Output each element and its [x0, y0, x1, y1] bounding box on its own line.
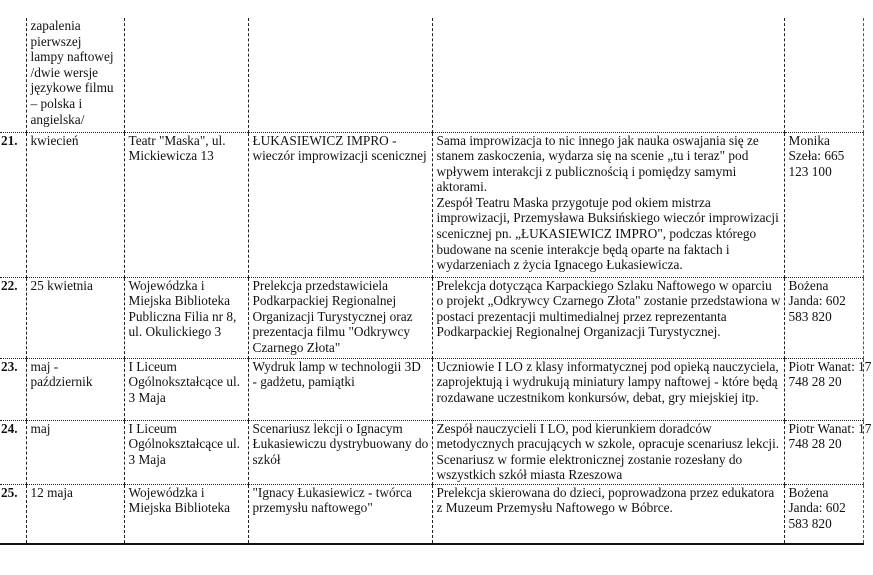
description-paragraph: Zespół Teatru Maska przygotuje pod okiem mistrza improwizacji, Przemysława Buksińskiego wieczór improwizacji scenicznej pn. „ŁUKASIEWICZ IMPRO", podczas którego budowane na scenie interakcje będą oparte na faktach i wydarzeniach z życia Ignacego Łukasiewicza. [436, 194, 779, 273]
date-line: językowe filmu [30, 80, 114, 96]
description-paragraph: Sama improwizacja to nic innego jak nauka oswajania się ze stanem zaskoczenia, wydarza się na scenie „tu i teraz" pod wpływem interakcji z publicznością i pomiędzy samymi aktorami. [436, 132, 759, 195]
title-cell: ŁUKASIEWICZ IMPRO - wieczór improwizacji scenicznej [248, 132, 432, 277]
date-line: angielska/ [30, 111, 85, 127]
place-cell: Teatr "Maska", ul. Mickiewicza 13 [124, 132, 248, 277]
contact-cell [784, 420, 872, 484]
contact-cell [784, 484, 863, 544]
row-number-cell [0, 18, 26, 132]
place-cell: Wojewódzka i Miejska Biblioteka Publiczna Filia nr 8, ul. Okulickiego 3 [124, 277, 248, 358]
row-number-cell: 22. [0, 277, 26, 358]
date-cell: maj [26, 420, 124, 484]
contact-cell [784, 132, 863, 277]
contact-cell [784, 277, 863, 358]
table-row-continued [0, 18, 863, 132]
title-cell: Wydruk lamp w technologii 3D - gadżetu, pamiątki [248, 358, 432, 420]
contact-cell [784, 18, 863, 132]
date-line: lampy naftowej [30, 49, 114, 65]
description-cell: Prelekcja skierowana do dzieci, poprowadzona przez edukatora z Muzeum Przemysłu Naftowego w Bóbrce. [432, 484, 784, 544]
title-cell: Prelekcja przedstawiciela Podkarpackiej Regionalnej Organizacji Turystycznej oraz prezentacja filmu "Odkrywcy Czarnego Złota" [248, 277, 432, 358]
place-cell: I Liceum Ogólnokształcące ul. 3 Maja [124, 420, 248, 484]
title-cell: "Ignacy Łukasiewicz - twórca przemysłu naftowego" [248, 484, 432, 544]
date-line: /dwie wersje [30, 64, 99, 80]
date-cell: maj - październik [26, 358, 124, 420]
date-line: – polska i [30, 95, 83, 111]
date-cell: 25 kwietnia [26, 277, 124, 358]
description-cell: Prelekcja dotycząca Karpackiego Szlaku Naftowego w oparciu o projekt „Odkrywcy Czarnego Złota" zostanie przedstawiona w postaci prezentacji multimedialnej przez reprezentanta Podkarpackiej Regionalnej Organizacji Turystycznej. [432, 277, 784, 358]
place-cell: Wojewódzka i Miejska Biblioteka [124, 484, 248, 544]
contact-text: Monika Szeła: 665 123 100 [788, 132, 845, 179]
table-row [0, 484, 863, 544]
date-line: zapalenia [30, 18, 81, 33]
description-cell [432, 18, 784, 132]
contact-text: Bożena Janda: 602 583 820 [788, 277, 846, 324]
date-cell: kwiecień [26, 132, 124, 277]
description-cell: Zespół nauczycieli I LO, pod kierunkiem doradców metodycznych pracujących w szkole, opracuje scenariusz lekcji. Scenariusz w formie elektronicznej zostanie rozesłany do wszystkich szkół miasta Rzeszowa [432, 420, 784, 484]
date-line: pierwszej [30, 33, 82, 49]
title-cell: Scenariusz lekcji o Ignacym Łukasiewiczu dystrybuowany do szkół [248, 420, 432, 484]
table-row [0, 277, 863, 358]
date-cell [26, 18, 124, 132]
row-number-cell: 24. [0, 420, 26, 484]
contact-text: Piotr Wanat: 17 748 28 20 [788, 358, 872, 390]
table-row [0, 420, 863, 484]
contact-text: Piotr Wanat: 17 748 28 20 [788, 420, 872, 452]
title-cell [248, 18, 432, 132]
description-cell [432, 132, 784, 277]
place-cell: I Liceum Ogólnokształcące ul. 3 Maja [124, 358, 248, 420]
place-cell [124, 18, 248, 132]
description-cell: Uczniowie I LO z klasy informatycznej pod opieką nauczyciela, zaprojektują i wydrukują miniatury lampy naftowej - które będą rozdawane uczestnikom konkursów, debat, gry miejskiej itp. [432, 358, 784, 420]
event-schedule-table [0, 18, 872, 545]
row-number-cell: 25. [0, 484, 26, 544]
date-cell: 12 maja [26, 484, 124, 544]
table-row [0, 358, 863, 420]
table-row [0, 132, 863, 277]
contact-text: Bożena Janda: 602 583 820 [788, 484, 846, 531]
contact-cell [784, 358, 872, 420]
row-number-cell: 21. [0, 132, 26, 277]
row-number-cell: 23. [0, 358, 26, 420]
